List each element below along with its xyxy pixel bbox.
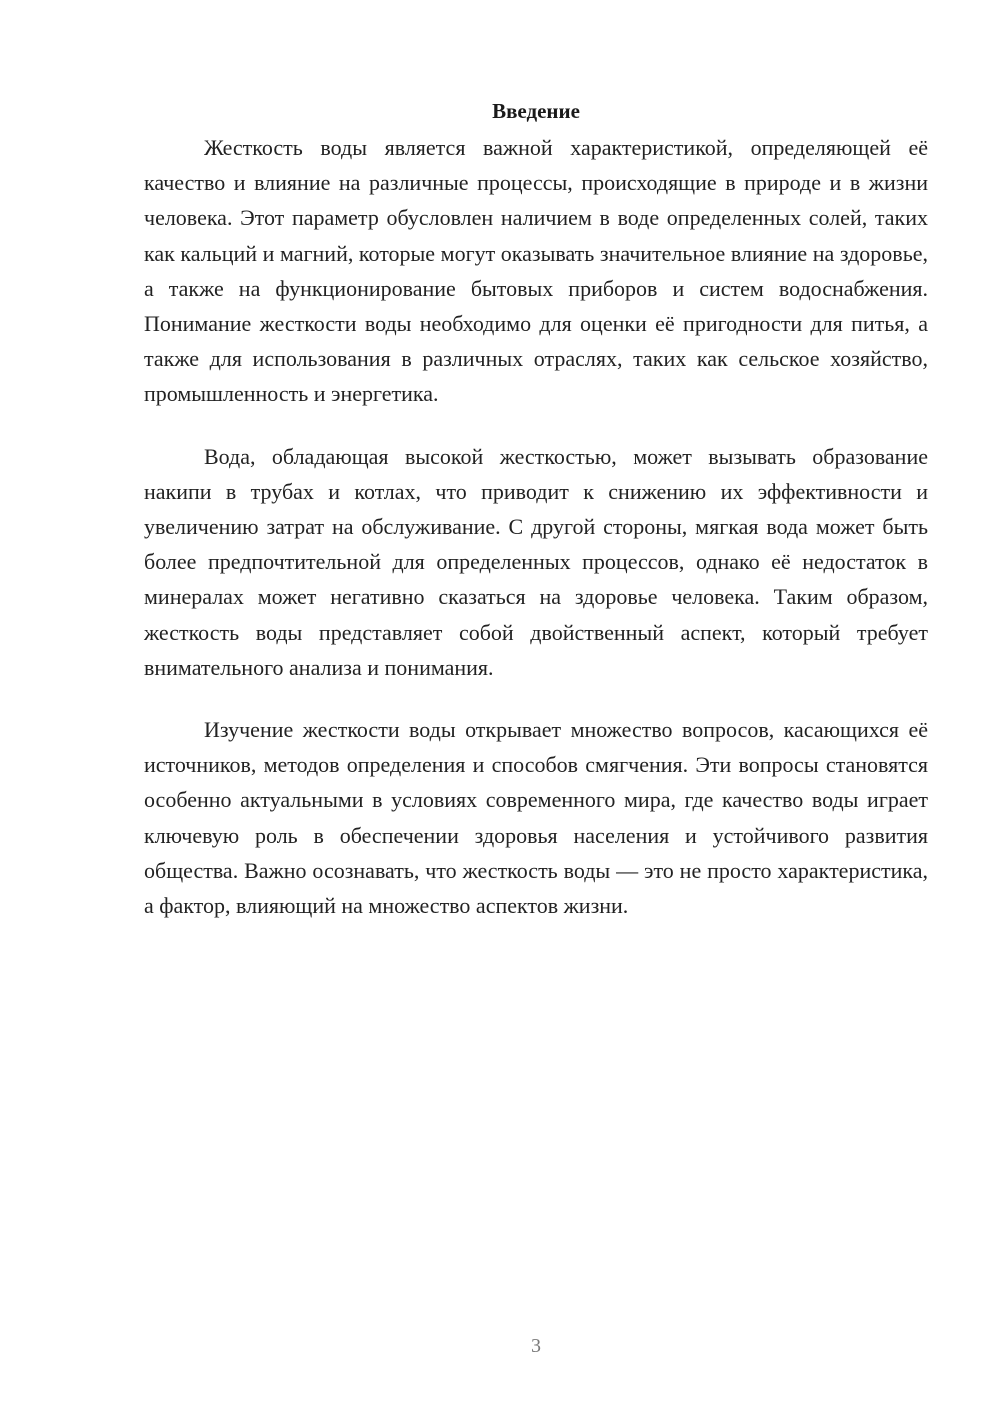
page-content bbox=[144, 96, 928, 950]
page-number: 3 bbox=[531, 1335, 541, 1357]
paragraph-study-questions: Изучение жесткости воды открывает множество вопросов, касающихся её источников, методов определения и способов смягчения. Эти вопросы становятся особенно актуальными в условиях современного мира, где качество воды играет ключевую роль в обеспечении здоровья населения и устойчивого развития общества. Важно осознавать, что жесткость воды — это не просто характеристика, а фактор, влияющий на множество аспектов жизни. bbox=[144, 717, 928, 919]
page-title: Введение bbox=[492, 99, 580, 123]
paragraph-intro: Жесткость воды является важной характеристикой, определяющей её качество и влияние на различные процессы, происходящие в природе и в жизни человека. Этот параметр обусловлен наличием в воде определенных солей, таких как кальций и магний, которые могут оказывать значительное влияние на здоровье, а также на функционирование бытовых приборов и систем водоснабжения. Понимание жесткости воды необходимо для оценки её пригодности для питья, а также для использования в различных отраслях, таких как сельское хозяйство, промышленность и энергетика. bbox=[144, 135, 928, 407]
paragraph-hard-water-effects: Вода, обладающая высокой жесткостью, может вызывать образование накипи в трубах и котлах, что приводит к снижению их эффективности и увеличению затрат на обслуживание. С другой стороны, мягкая вода может быть более предпочтительной для определенных процессов, однако её недостаток в минералах может негативно сказаться на здоровье человека. Таким образом, жесткость воды представляет собой двойственный аспект, который требует внимательного анализа и понимания. bbox=[144, 443, 928, 680]
